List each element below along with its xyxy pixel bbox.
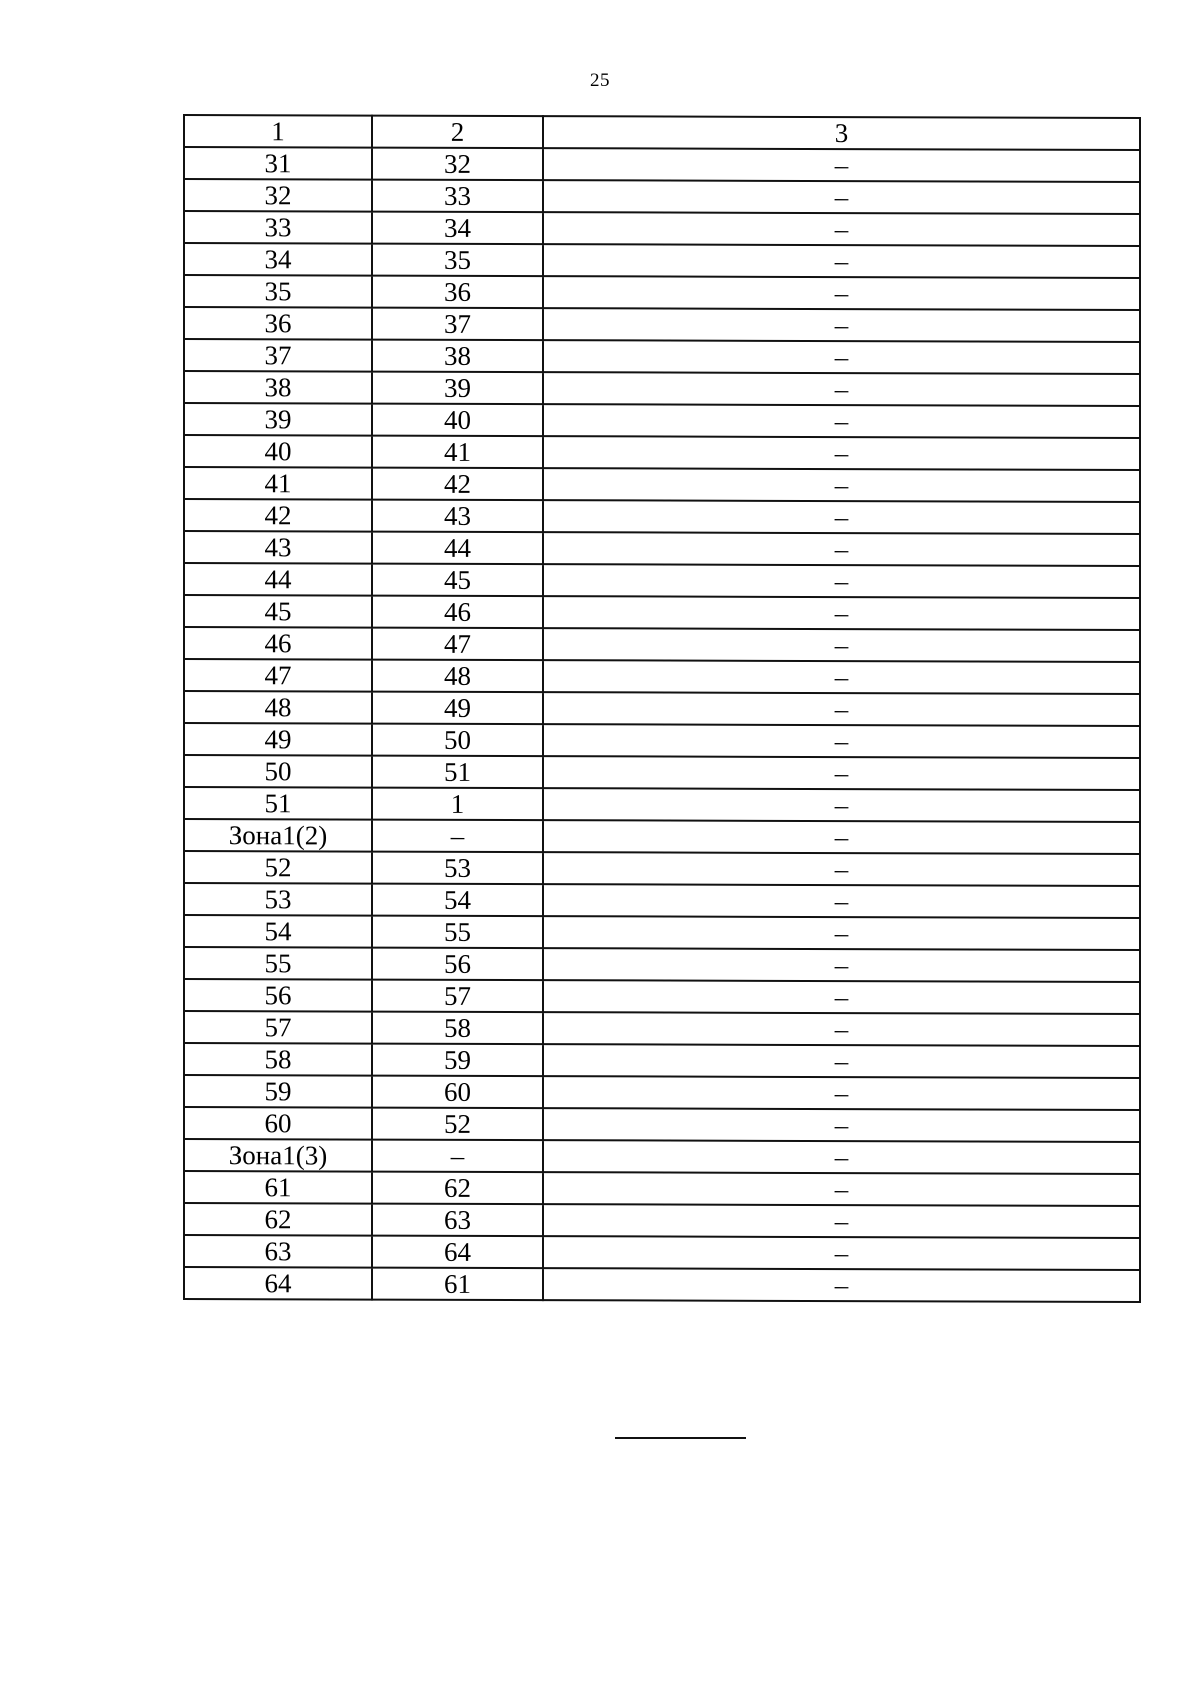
table-cell: –: [543, 788, 1140, 822]
table-cell: 64: [372, 1236, 543, 1269]
table-cell: 43: [372, 500, 543, 533]
table-cell: 42: [372, 468, 543, 501]
table-row: [184, 595, 1140, 630]
table-cell: 31: [184, 147, 372, 180]
table-cell: –: [543, 1076, 1140, 1110]
column-header: 3: [543, 116, 1140, 150]
table-row: [184, 1235, 1140, 1270]
table-cell: 49: [372, 692, 543, 725]
table-cell: –: [543, 660, 1140, 694]
table-row: [184, 1011, 1140, 1046]
table-cell: –: [543, 308, 1140, 342]
table-row: [184, 1107, 1140, 1142]
table-row: [184, 1171, 1140, 1206]
table-cell: 63: [372, 1204, 543, 1237]
table-cell: 38: [372, 340, 543, 373]
table-cell: –: [543, 884, 1140, 918]
table-cell: –: [543, 820, 1140, 854]
table-cell: –: [543, 148, 1140, 182]
table-row: [184, 1267, 1140, 1302]
table-cell: –: [372, 820, 543, 853]
table-cell: –: [543, 724, 1140, 758]
table-cell: 46: [372, 596, 543, 629]
table-row: [184, 243, 1140, 278]
table-cell: 41: [372, 436, 543, 469]
table-cell: 34: [184, 243, 372, 276]
table-cell: 64: [184, 1267, 372, 1300]
table-cell: 39: [184, 403, 372, 436]
table-cell: –: [543, 1012, 1140, 1046]
table-row: [184, 723, 1140, 758]
table-cell: 60: [372, 1076, 543, 1109]
table-cell: 53: [372, 852, 543, 885]
table-cell: 53: [184, 883, 372, 916]
table-cell: –: [543, 1044, 1140, 1078]
table-cell: 43: [184, 531, 372, 564]
table-cell: 51: [372, 756, 543, 789]
table-cell: 52: [372, 1108, 543, 1141]
table-cell: 56: [372, 948, 543, 981]
table-cell: 33: [184, 211, 372, 244]
table-row: [184, 915, 1140, 950]
table-cell: 33: [372, 180, 543, 213]
table-cell: 40: [372, 404, 543, 437]
table-cell: –: [543, 1268, 1140, 1302]
table-cell: Зона1(2): [184, 819, 372, 852]
table-cell: 61: [372, 1268, 543, 1301]
table-cell: 56: [184, 979, 372, 1012]
table-cell: 58: [184, 1043, 372, 1076]
table-cell: 37: [372, 308, 543, 341]
column-header: 1: [184, 115, 372, 148]
table-cell: 55: [372, 916, 543, 949]
table-cell: 54: [372, 884, 543, 917]
table-cell: –: [543, 1140, 1140, 1174]
table-row: [184, 307, 1140, 342]
table-cell: 59: [372, 1044, 543, 1077]
table-cell: –: [543, 692, 1140, 726]
table-row: [184, 531, 1140, 566]
table-cell: –: [543, 852, 1140, 886]
table-cell: –: [543, 436, 1140, 470]
table-cell: 37: [184, 339, 372, 372]
table-row: [184, 275, 1140, 310]
table-row: [184, 499, 1140, 534]
table-cell: –: [543, 628, 1140, 662]
table-cell: –: [543, 276, 1140, 310]
table-cell: –: [543, 1172, 1140, 1206]
table-cell: 51: [184, 787, 372, 820]
table-cell: 35: [372, 244, 543, 277]
table-cell: Зона1(3): [184, 1139, 372, 1172]
table-cell: 44: [184, 563, 372, 596]
table-cell: 44: [372, 532, 543, 565]
table-cell: –: [543, 180, 1140, 214]
table-cell: 57: [184, 1011, 372, 1044]
table-cell: 50: [372, 724, 543, 757]
table-cell: –: [543, 948, 1140, 982]
table-row: [184, 339, 1140, 374]
table-cell: 41: [184, 467, 372, 500]
table-cell: 46: [184, 627, 372, 660]
table-cell: –: [543, 372, 1140, 406]
table-cell: 36: [184, 307, 372, 340]
table-cell: –: [543, 564, 1140, 598]
table-cell: 1: [372, 788, 543, 821]
table-cell: 47: [184, 659, 372, 692]
table-cell: 38: [184, 371, 372, 404]
table-row: [184, 1203, 1140, 1238]
table-cell: –: [543, 980, 1140, 1014]
table-row: [184, 787, 1140, 822]
table-cell: 45: [184, 595, 372, 628]
table-cell: 63: [184, 1235, 372, 1268]
table-cell: –: [543, 1236, 1140, 1270]
table-cell: 58: [372, 1012, 543, 1045]
table-cell: –: [543, 212, 1140, 246]
table-cell: 35: [184, 275, 372, 308]
table-cell: 62: [372, 1172, 543, 1205]
table-row: [184, 1139, 1140, 1174]
table-cell: 39: [372, 372, 543, 405]
column-header: 2: [372, 116, 543, 149]
table-cell: –: [543, 916, 1140, 950]
table-cell: –: [543, 1108, 1140, 1142]
table-row: [184, 563, 1140, 598]
table-row: [184, 147, 1140, 182]
end-rule: [615, 1437, 746, 1439]
table-row: [184, 755, 1140, 790]
table-row: [184, 819, 1140, 854]
page-number: 25: [590, 70, 610, 91]
table-row: [184, 691, 1140, 726]
table-cell: –: [543, 244, 1140, 278]
table-cell: 62: [184, 1203, 372, 1236]
table-row: [184, 371, 1140, 406]
table-cell: 57: [372, 980, 543, 1013]
table-cell: 32: [184, 179, 372, 212]
table-row: [184, 1075, 1140, 1110]
table-row: [184, 659, 1140, 694]
table-row: [184, 403, 1140, 438]
table-body: [184, 115, 1140, 1302]
table-container: [183, 114, 1139, 1303]
data-table: [183, 114, 1141, 1303]
table-cell: –: [543, 1204, 1140, 1238]
table-cell: 34: [372, 212, 543, 245]
table-cell: 50: [184, 755, 372, 788]
table-cell: –: [372, 1140, 543, 1173]
table-cell: 52: [184, 851, 372, 884]
table-cell: 49: [184, 723, 372, 756]
table-cell: 40: [184, 435, 372, 468]
table-header-row: [184, 115, 1140, 150]
table-row: [184, 627, 1140, 662]
table-cell: 45: [372, 564, 543, 597]
table-cell: 48: [372, 660, 543, 693]
table-cell: 55: [184, 947, 372, 980]
table-row: [184, 435, 1140, 470]
table-row: [184, 851, 1140, 886]
table-cell: –: [543, 532, 1140, 566]
table-cell: 54: [184, 915, 372, 948]
table-cell: 48: [184, 691, 372, 724]
table-cell: –: [543, 500, 1140, 534]
table-row: [184, 947, 1140, 982]
table-cell: –: [543, 468, 1140, 502]
table-row: [184, 179, 1140, 214]
table-cell: –: [543, 596, 1140, 630]
table-row: [184, 979, 1140, 1014]
table-cell: 59: [184, 1075, 372, 1108]
table-row: [184, 467, 1140, 502]
table-cell: 42: [184, 499, 372, 532]
table-row: [184, 1043, 1140, 1078]
table-cell: –: [543, 340, 1140, 374]
table-cell: –: [543, 756, 1140, 790]
table-row: [184, 211, 1140, 246]
table-cell: 36: [372, 276, 543, 309]
table-cell: 47: [372, 628, 543, 661]
table-cell: 60: [184, 1107, 372, 1140]
table-cell: 61: [184, 1171, 372, 1204]
table-row: [184, 883, 1140, 918]
table-cell: –: [543, 404, 1140, 438]
table-cell: 32: [372, 148, 543, 181]
